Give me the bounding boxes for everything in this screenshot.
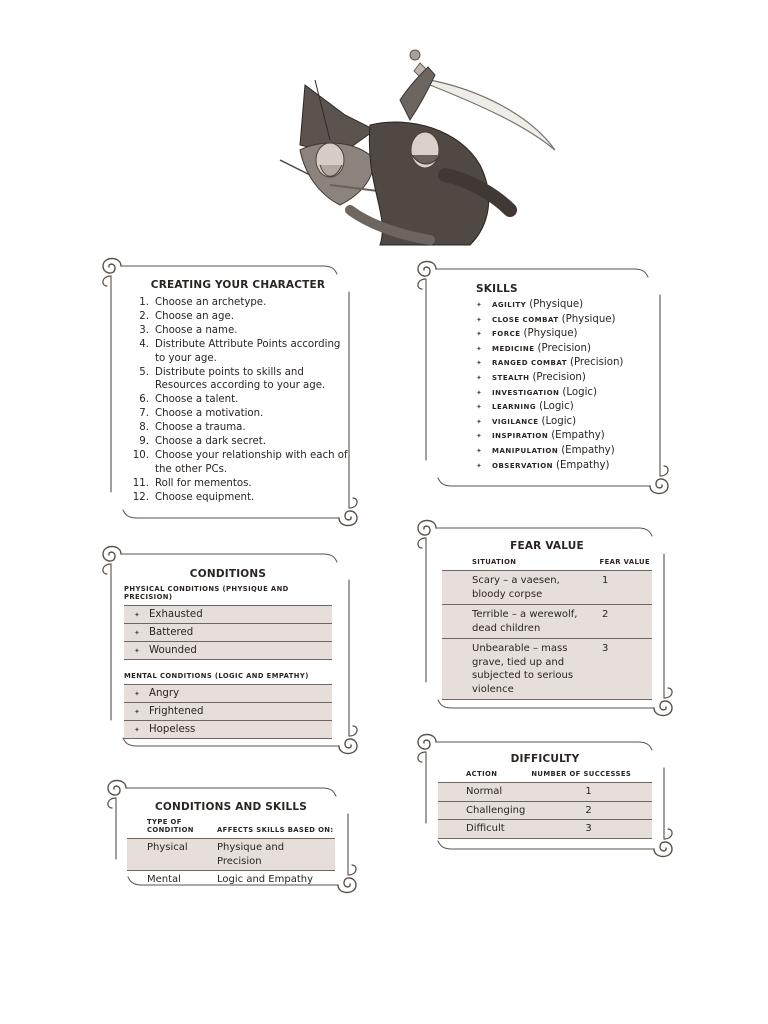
skill-name: CLOSE COMBAT [492, 315, 559, 324]
skill-attribute: (Physique) [529, 299, 584, 310]
skill-name: VIGILANCE [492, 417, 539, 426]
step-text: Choose your relationship with each of the other PCs. [155, 449, 348, 475]
diamond-bullet-icon: ✦ [476, 417, 482, 426]
step-text: Choose a talent. [155, 394, 239, 406]
diamond-bullet-icon: ✦ [134, 726, 140, 734]
conditions-panel [97, 540, 363, 760]
condition-name: Exhausted [149, 609, 203, 620]
skill-attribute: (Precision) [532, 371, 586, 383]
skill-item [476, 386, 666, 401]
skill-item [476, 298, 666, 313]
col-type-of-condition: TYPE OF CONDITION [147, 818, 194, 834]
step-text: Choose an archetype. [155, 297, 267, 308]
step-item [127, 449, 349, 477]
table-row [442, 605, 652, 639]
affected-skills-cell: Physique and Precision [211, 839, 335, 871]
skill-attribute: (Empathy) [561, 444, 615, 456]
conditions-skills-table [127, 818, 335, 889]
step-number: 7. [139, 408, 149, 420]
skill-attribute: (Precision) [537, 342, 591, 354]
table-row [438, 801, 652, 820]
step-item [127, 324, 349, 338]
diamond-bullet-icon: ✦ [476, 359, 482, 368]
diamond-bullet-icon: ✦ [476, 315, 482, 324]
skill-item [476, 459, 666, 474]
skill-item [476, 444, 666, 459]
diamond-bullet-icon: ✦ [476, 388, 482, 397]
physical-conditions-list [124, 605, 332, 660]
difficulty-panel [412, 728, 678, 863]
fear-value-cell: 3 [598, 639, 652, 700]
difficulty-table [438, 770, 652, 839]
skill-item [476, 400, 666, 415]
col-situation: SITUATION [472, 558, 517, 566]
skill-item [476, 356, 666, 371]
step-item [127, 296, 349, 310]
swordfight-illustration [270, 45, 570, 250]
skill-attribute: (Physique) [523, 328, 578, 340]
situation-cell: Unbearable – mass grave, tied up and subjected to serious violence [442, 639, 598, 700]
mental-conditions-list [124, 684, 332, 739]
diamond-bullet-icon: ✦ [476, 373, 482, 382]
step-number: 10. [132, 449, 149, 461]
situation-cell: Terrible – a werewolf, dead children [442, 605, 598, 639]
condition-name: Hopeless [149, 724, 196, 735]
diamond-bullet-icon: ✦ [134, 611, 140, 619]
fear-value-cell: 2 [598, 605, 652, 639]
step-text: Choose an age. [155, 310, 235, 322]
skill-attribute: (Precision) [569, 357, 624, 369]
skill-name: STEALTH [492, 373, 530, 382]
step-item [127, 435, 349, 449]
action-cell: Difficult [438, 820, 531, 839]
col-affects-skills: AFFECTS SKILLS BASED ON: [217, 826, 334, 834]
condition-type-cell: Mental [147, 874, 181, 885]
skill-item [476, 327, 666, 342]
action-cell: Normal [438, 783, 531, 802]
conditions-skills-title: CONDITIONS AND SKILLS [154, 801, 308, 813]
step-item [127, 338, 349, 366]
step-number: 8. [139, 422, 149, 434]
col-fear-value: FEAR VALUE [599, 558, 650, 566]
step-item [127, 421, 349, 435]
step-item [127, 407, 349, 421]
creating-character-panel [97, 252, 363, 532]
table-row [442, 639, 652, 700]
fear-value-cell: 1 [598, 571, 652, 605]
conditions-title: CONDITIONS [189, 568, 267, 580]
step-item [127, 310, 349, 324]
diamond-bullet-icon: ✦ [476, 446, 482, 455]
conditions-skills-panel [102, 774, 362, 899]
condition-item [124, 641, 332, 660]
diamond-bullet-icon: ✦ [134, 690, 140, 698]
skills-title: SKILLS [476, 283, 518, 295]
skill-name: RANGED COMBAT [492, 359, 567, 368]
creating-character-steps [127, 296, 349, 505]
skill-name: INSPIRATION [492, 432, 549, 441]
step-number: 4. [139, 338, 149, 350]
step-number: 1. [139, 297, 149, 308]
diamond-bullet-icon: ✦ [476, 461, 482, 470]
skill-item [476, 342, 666, 357]
fear-value-panel [412, 514, 678, 722]
diamond-bullet-icon: ✦ [134, 629, 140, 637]
table-row [438, 820, 652, 839]
step-text: Choose a name. [155, 324, 238, 336]
step-number: 12. [132, 491, 149, 503]
skill-attribute: (Empathy) [551, 430, 605, 442]
step-text: Distribute points to skills and Resources according to your age. [155, 366, 326, 392]
step-text: Choose a trauma. [155, 422, 246, 434]
difficulty-title: DIFFICULTY [510, 753, 580, 765]
skill-name: MEDICINE [492, 344, 535, 353]
diamond-bullet-icon: ✦ [476, 344, 482, 353]
step-number: 5. [139, 366, 149, 378]
condition-item [124, 605, 332, 623]
fear-value-table [442, 558, 652, 700]
action-cell: Challenging [438, 801, 531, 820]
diamond-bullet-icon: ✦ [476, 403, 482, 412]
table-row [442, 571, 652, 605]
skill-item [476, 429, 666, 444]
fear-value-title: FEAR VALUE [510, 540, 584, 552]
table-row [438, 783, 652, 802]
diamond-bullet-icon: ✦ [476, 330, 482, 339]
skill-attribute: (Physique) [561, 313, 616, 325]
step-text: Distribute Attribute Points according to your age. [155, 338, 341, 364]
step-text: Choose a motivation. [155, 408, 264, 420]
condition-item [124, 623, 332, 641]
physical-conditions-header: PHYSICAL CONDITIONS (PHYSIQUE AND PRECISION) [124, 585, 289, 601]
step-number: 2. [139, 310, 149, 322]
skill-attribute: (Logic) [562, 386, 597, 398]
successes-cell: 3 [531, 820, 652, 839]
condition-name: Angry [149, 688, 180, 699]
successes-cell: 1 [531, 783, 652, 802]
skill-name: LEARNING [492, 403, 537, 412]
step-number: 11. [132, 477, 149, 489]
diamond-bullet-icon: ✦ [476, 301, 482, 309]
skill-name: MANIPULATION [492, 446, 559, 455]
skill-item [476, 415, 666, 430]
step-number: 6. [139, 394, 149, 406]
step-text: Choose a dark secret. [155, 436, 267, 448]
skills-list [476, 298, 666, 473]
step-text: Choose equipment. [155, 491, 255, 503]
skill-attribute: (Logic) [541, 415, 577, 427]
step-text: Roll for mementos. [155, 477, 252, 489]
skill-attribute: (Empathy) [556, 459, 610, 471]
creating-character-title: CREATING YOUR CHARACTER [150, 279, 326, 291]
step-item [127, 477, 349, 491]
diamond-bullet-icon: ✦ [476, 432, 482, 441]
affected-skills-cell: Logic and Empathy [217, 874, 314, 885]
step-number: 9. [139, 436, 149, 448]
skill-name: OBSERVATION [492, 461, 554, 470]
skill-name: FORCE [492, 330, 521, 339]
skills-panel [412, 255, 674, 500]
skill-attribute: (Logic) [539, 401, 574, 413]
skill-item [476, 313, 666, 328]
diamond-bullet-icon: ✦ [134, 647, 140, 655]
skill-name: AGILITY [492, 301, 527, 309]
condition-item [124, 720, 332, 739]
situation-cell: Scary – a vaesen, bloody corpse [442, 571, 598, 605]
condition-type-cell: Physical [127, 839, 211, 871]
skill-item [476, 371, 666, 386]
col-number-of-successes: NUMBER OF SUCCESSES [531, 770, 632, 778]
skill-name: INVESTIGATION [492, 388, 560, 397]
condition-name: Battered [149, 627, 194, 638]
condition-item [124, 702, 332, 720]
table-row [127, 839, 335, 871]
step-item [127, 491, 349, 505]
step-number: 3. [139, 324, 149, 336]
step-item [127, 366, 349, 394]
table-row [127, 871, 335, 889]
diamond-bullet-icon: ✦ [134, 708, 140, 716]
col-action: ACTION [466, 770, 498, 778]
step-item [127, 393, 349, 407]
successes-cell: 2 [531, 801, 652, 820]
mental-conditions-header: MENTAL CONDITIONS (LOGIC AND EMPATHY) [124, 672, 309, 680]
condition-item [124, 684, 332, 702]
condition-name: Wounded [149, 645, 197, 656]
condition-name: Frightened [149, 706, 204, 717]
